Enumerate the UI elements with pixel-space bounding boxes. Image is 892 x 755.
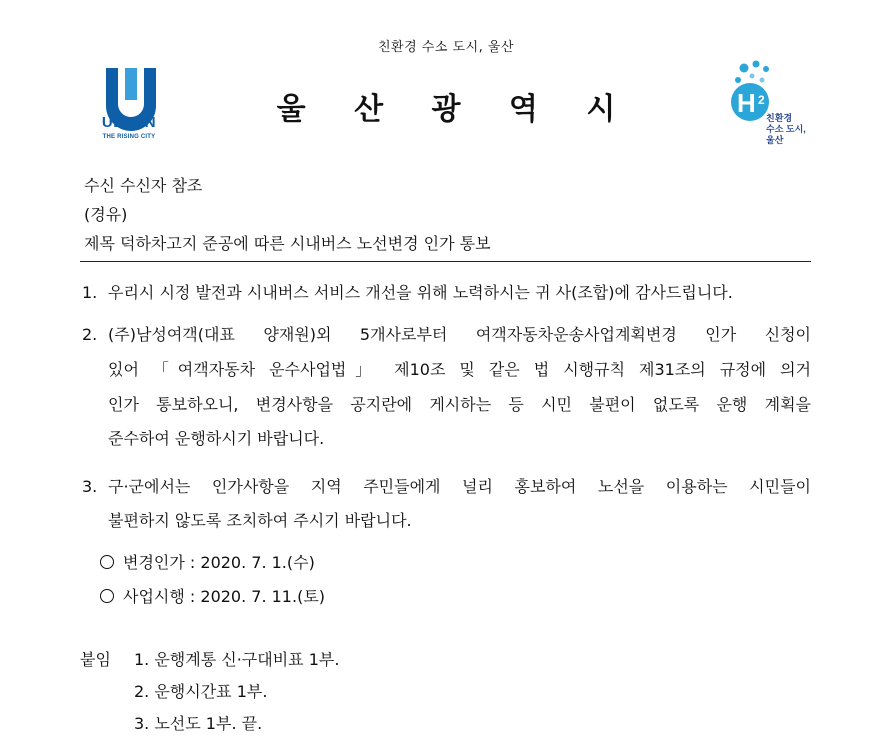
svg-text:H: H: [737, 88, 756, 118]
attachment-item: 2. 운행시간표 1부.: [134, 682, 268, 701]
paragraph-2-line-2: 있어 「여객자동차 운수사업법」 제10조 및 같은 법 시행규칙 제31조의 규정에 의거: [108, 360, 811, 379]
paragraph-1-number: 1.: [82, 283, 98, 302]
ulsan-logo-tagline: THE RISING CITY: [102, 134, 156, 140]
attachment-item: 1. 운행계통 신·구대비표 1부.: [134, 650, 340, 669]
attachments-label: 붙임: [80, 650, 111, 669]
subject-line: 제목 덕하차고지 준공에 따른 시내버스 노선변경 인가 통보: [84, 234, 491, 253]
svg-text:2: 2: [758, 93, 765, 107]
operation-start-text: 사업시행 : 2020. 7. 11.(토): [123, 587, 326, 606]
paragraph-3-line-2: 불편하지 않도록 조치하여 주시기 바랍니다.: [108, 511, 412, 530]
hydrogen-logo-line-3: 울산: [766, 135, 784, 145]
circle-bullet-icon: [100, 589, 114, 603]
ulsan-logo-name: ULSAN: [101, 114, 157, 131]
slogan: 친환경 수소 도시, 울산: [377, 40, 515, 55]
operation-start-date: [100, 587, 325, 607]
via-line: (경유): [84, 205, 128, 224]
paragraph-3-number: 3.: [82, 477, 98, 496]
hydrogen-logo-line-2: 수소 도시,: [766, 124, 806, 134]
paragraph-2-line-1: (주)남성여객(대표 양재원)외 5개사로부터 여객자동차운송사업계획변경 인가 신청이: [108, 325, 811, 344]
change-approval-date: [100, 553, 315, 573]
ulsan-logo-icon: [96, 64, 166, 154]
hydrogen-logo-line-1: 친환경: [766, 113, 793, 123]
organization-title: 울 산 광 역 시: [276, 92, 635, 127]
paragraph-2-line-3: 인가 통보하오니, 변경사항을 공지란에 게시하는 등 시민 불편이 없도록 운행 계획을: [108, 395, 811, 414]
subject-divider: [80, 261, 811, 262]
attachment-item: 3. 노선도 1부. 끝.: [134, 714, 263, 733]
paragraph-1-text: 우리시 시정 발전과 시내버스 서비스 개선을 위해 노력하시는 귀 사(조합)에 감사드립니다.: [108, 283, 733, 302]
paragraph-2-line-4: 준수하여 운행하시기 바랍니다.: [108, 429, 325, 448]
change-approval-text: 변경인가 : 2020. 7. 1.(수): [123, 553, 315, 572]
recipient-line: 수신 수신자 참조: [84, 176, 203, 195]
paragraph-3-line-1: 구·군에서는 인가사항을 지역 주민들에게 널리 홍보하여 노선을 이용하는 시민들이: [108, 477, 811, 496]
paragraph-2-number: 2.: [82, 325, 98, 344]
circle-bullet-icon: [100, 555, 114, 569]
